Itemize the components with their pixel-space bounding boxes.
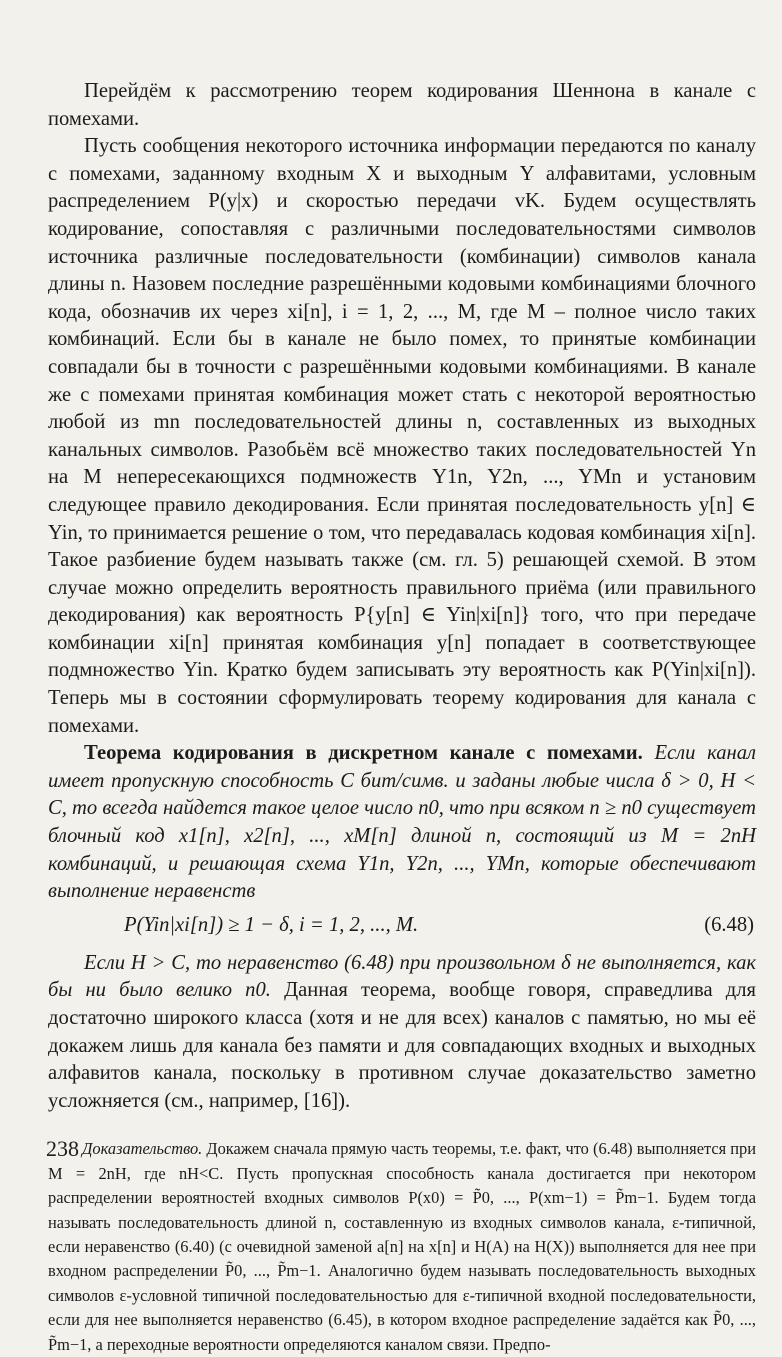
- theorem-paragraph: [48, 740, 756, 906]
- page-content: [48, 78, 756, 1357]
- equation-body: P(Yin|xi[n]) ≥ 1 − δ, i = 1, 2, ..., M.: [124, 913, 419, 936]
- converse-statement: Если H > C, то неравенство (6.48) при произвольном δ не выполняется, как бы ни было велико n0.: [48, 951, 756, 1002]
- paragraph-intro: Перейдём к рассмотрению теорем кодирования Шеннона в канале с помехами.: [48, 80, 756, 130]
- converse-remark: Данная теорема, вообще говоря, справедлива для достаточно широкого класса (хотя и не для всех) каналов с памятью, но мы её докажем лишь для канала без памяти и для совпадающих входных и выходных алфавитов канала, поскольку в противном случае доказательство заметно усложняется (см., например, [16]).: [48, 979, 756, 1112]
- equation-number: (6.48): [704, 913, 754, 936]
- proof-lead: Доказательство.: [82, 1139, 203, 1159]
- theorem-statement: Если канал имеет пропускную способность C бит/симв. и заданы любые числа δ > 0, H < C, то всегда найдется такое целое число n0, что при всяком n ≥ n0 существует блочный код x1[n], x2[n], ..., xM[n] длиной n, состоящий из M = 2nH комбинаций, и решающая схема Y1n, Y2n, ..., YMn, которые обеспечивают выполнение неравенств: [48, 742, 756, 903]
- paragraph-channel-description: Пусть сообщения некоторого источника информации передаются по каналу с помехами, заданному входным X и выходным Y алфавитами, условным распределением P(y|x) и скоростью передачи vK. Будем осуществлять кодирование, сопоставляя с различными последовательностями символов источника различные последовательности (комбинации) символов канала длины n. Назовем последние разрешёнными кодовыми комбинациями блочного кода, обозначив их через xi[n], i = 1, 2, ..., M, где M – полное число таких комбинаций. Если бы в канале не было помех, то принятые комбинации совпадали бы в точности с разрешёнными кодовыми комбинациями. В канале же с помехами принятая комбинация может стать с некоторой вероятностью любой из mn последовательностей длины n, составленных из выходных канальных символов. Разобьём всё множество таких последовательностей Yn на M непересекающихся подмножеств Y1n, Y2n, ..., YMn и установим следующее правило декодирования. Если принятая последовательность y[n] ∈ Yin, то принимается решение о том, что передавалась кодовая комбинация xi[n]. Такое разбиение будем называть также (см. гл. 5) решающей схемой. В этом случае можно определить вероятность правильного приёма (или правильного декодирования) как вероятность P{y[n] ∈ Yin|xi[n]} того, что при передаче комбинации xi[n] принятая комбинация y[n] попадает в соответствующее подмножество Yin. Кратко будем записывать эту вероятность как P(Yin|xi[n]). Теперь мы в состоянии сформулировать теорему кодирования для канала с помехами.: [48, 135, 756, 737]
- proof-text: Докажем сначала прямую часть теоремы, т.е. факт, что (6.48) выполняется при M = 2nH, где nH<C. Пусть пропускная способность канала достигается при некотором распределении вероятностей входных символов P(x0) = P̃0, ..., P(xm−1) = P̃m−1. Будем тогда называть последовательность длиной n, составленную из входных символов канала, ε-типичной, если неравенство (6.40) (с очевидной заменой a[n] на x[n] и H(A) на H(X)) выполняется для нее при входном распределении P̃0, ..., P̃m−1. Аналогично будем называть последовательность выходных символов ε-условной типичной последовательностью для ε-типичной входной последовательности, если для нее выполняется неравенство (6.45), в котором входное распределение задаётся как P̃0, ..., P̃m−1, а переходные вероятности определяются каналом связи. Предпо-: [48, 1139, 757, 1354]
- page-number: 238: [46, 1136, 79, 1161]
- proof-paragraph: [48, 1137, 756, 1357]
- equation-6-48: [48, 912, 756, 946]
- converse-paragraph: [48, 950, 756, 1116]
- theorem-title: Теорема кодирования в дискретном канале с помехами.: [84, 742, 643, 765]
